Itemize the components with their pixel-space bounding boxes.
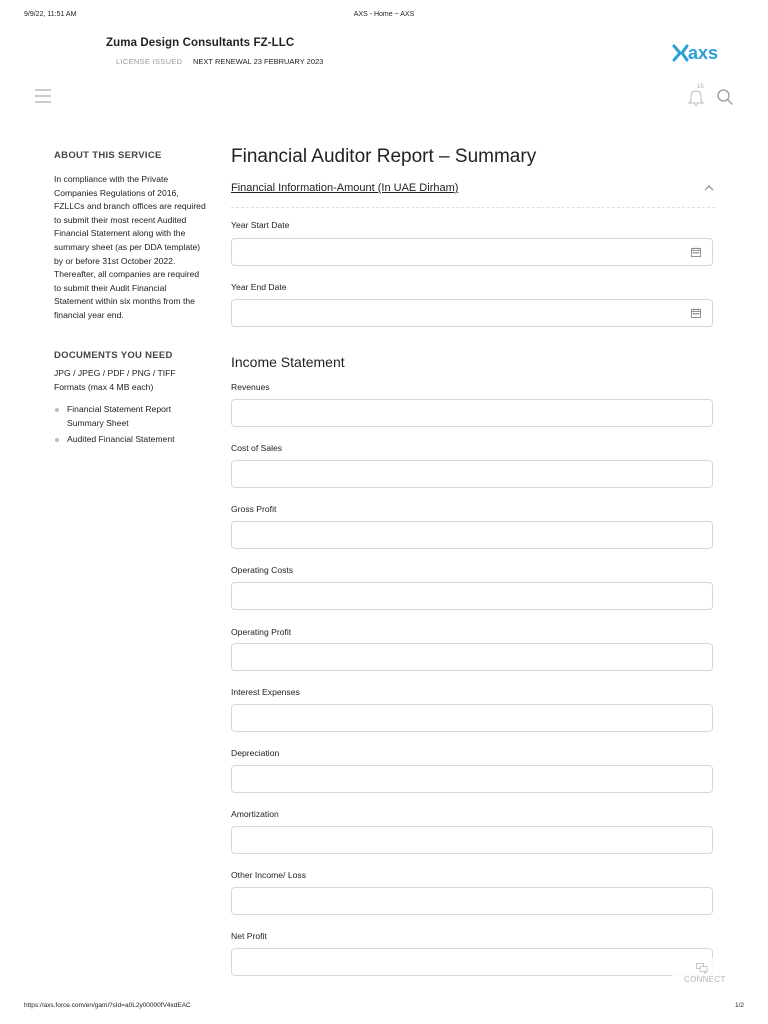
income-statement-heading: Income Statement [231, 354, 345, 370]
depreciation-input[interactable] [231, 765, 713, 793]
year-end-date-field[interactable] [231, 299, 713, 327]
field-label-depreciation: Depreciation [231, 748, 280, 758]
operating-profit-input[interactable] [231, 643, 713, 671]
calendar-icon[interactable] [691, 308, 701, 318]
page-title: Financial Auditor Report – Summary [231, 146, 537, 167]
revenues-input[interactable] [231, 399, 713, 427]
year-start-date-field[interactable] [231, 238, 713, 266]
company-name: Zuma Design Consultants FZ-LLC [106, 37, 295, 49]
menu-icon[interactable] [34, 88, 52, 104]
print-page-title: AXS - Home ~ AXS [353, 11, 415, 18]
list-item: Financial Statement Report Summary Sheet [54, 403, 194, 430]
operating-costs-input[interactable] [231, 582, 713, 610]
notification-count: 15 [697, 84, 704, 90]
chat-icon [696, 963, 708, 974]
about-text: In compliance with the Private Companies Regulations of 2016, FZLLCs and branch offices are required to submit their most recent Audited Financial Statement along with the summary sheet (as per DDA template) by or before 31st October 2022. Thereafter, all companies are required to submit their Audit Financial Statement within six months from the financial year end. [54, 174, 206, 320]
gross-profit-input[interactable] [231, 521, 713, 549]
notifications-button[interactable] [686, 86, 708, 108]
cost-of-sales-input[interactable] [231, 460, 713, 488]
documents-heading: DOCUMENTS YOU NEED [54, 350, 173, 361]
field-label-operating-profit: Operating Profit [231, 627, 292, 637]
axs-logo[interactable] [672, 42, 738, 64]
field-label-amortization: Amortization [231, 809, 279, 819]
net-profit-input[interactable] [231, 948, 713, 976]
amortization-input[interactable] [231, 826, 713, 854]
other-income-loss-input[interactable] [231, 887, 713, 915]
field-label-net-profit: Net Profit [231, 931, 267, 941]
license-status: LICENSE ISSUED [116, 57, 183, 66]
section-divider [231, 207, 715, 208]
print-url: https://axs.force.com/en/gami?sId=a0L2y00000fV4xdEAC [24, 1002, 191, 1009]
documents-list [54, 403, 194, 449]
search-icon[interactable] [716, 88, 734, 106]
year-start-label: Year Start Date [231, 220, 290, 230]
financial-info-section-toggle[interactable]: Financial Information-Amount (In UAE Dirham) [231, 182, 459, 194]
logo-text: axs [688, 43, 719, 63]
interest-expenses-input[interactable] [231, 704, 713, 732]
field-label-interest-expenses: Interest Expenses [231, 687, 300, 697]
calendar-icon[interactable] [691, 247, 701, 257]
print-datetime: 9/9/22, 11:51 AM [24, 11, 77, 18]
documents-formats: JPG / JPEG / PDF / PNG / TIFF Formats (max 4 MB each) [54, 368, 176, 392]
connect-button[interactable] [672, 958, 736, 988]
next-renewal: NEXT RENEWAL 23 FEBRUARY 2023 [193, 57, 324, 66]
print-page-number: 1/2 [735, 1002, 745, 1009]
year-end-label: Year End Date [231, 282, 287, 292]
field-label-revenues: Revenues [231, 382, 270, 392]
field-label-cost-of-sales: Cost of Sales [231, 443, 283, 453]
about-heading: ABOUT THIS SERVICE [54, 150, 162, 161]
field-label-other-income-loss: Other Income/ Loss [231, 870, 306, 880]
field-label-operating-costs: Operating Costs [231, 565, 294, 575]
list-item: Audited Financial Statement [54, 433, 194, 447]
chevron-up-icon[interactable] [703, 183, 715, 193]
field-label-gross-profit: Gross Profit [231, 504, 277, 514]
connect-label: CONNECT [684, 975, 726, 984]
